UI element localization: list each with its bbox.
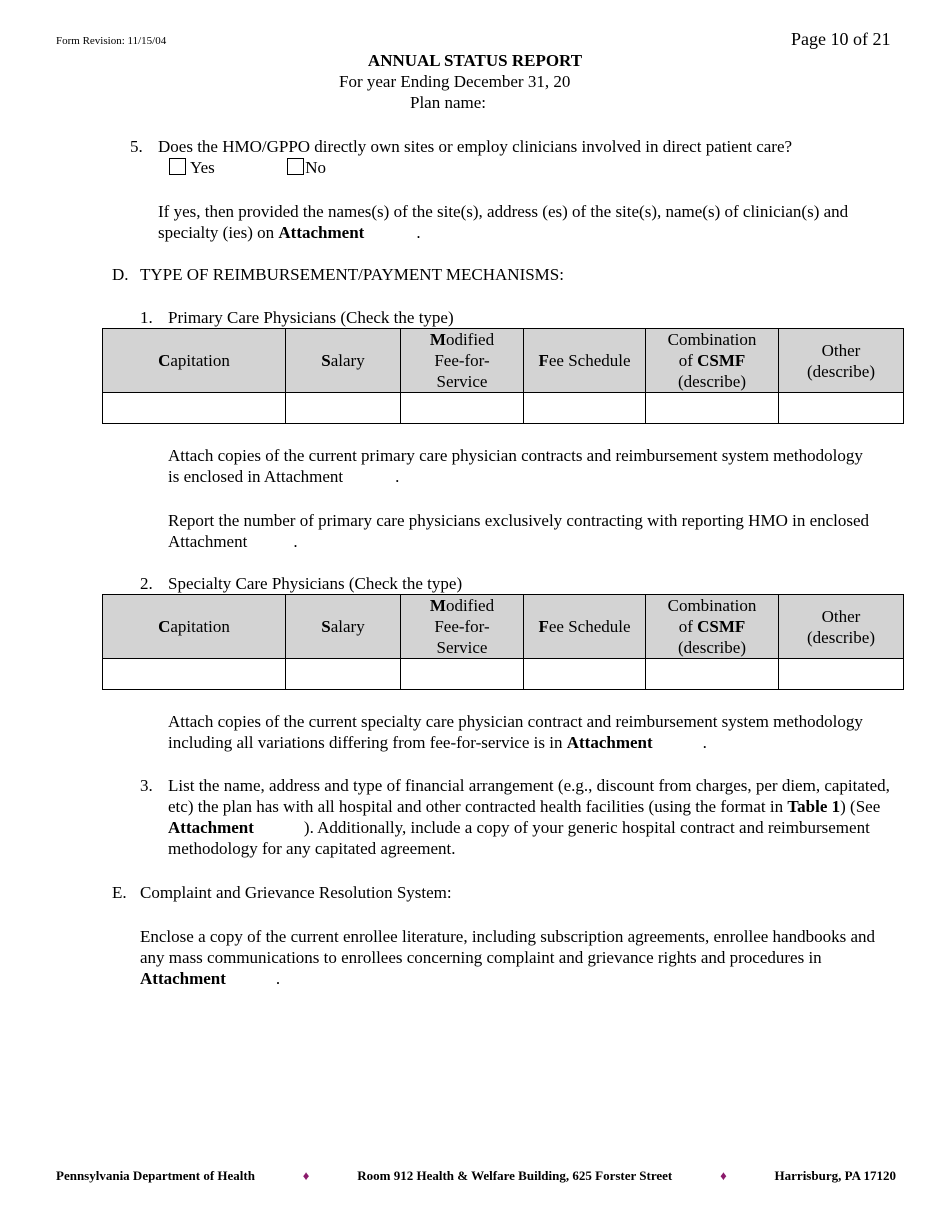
item-1-para-1-text: Attach copies of the current primary care physician contracts and reimbursement system methodology is enclosed in Attachment [168,446,863,486]
cell-combination[interactable] [646,393,779,424]
cell-fee-schedule[interactable] [524,393,646,424]
report-title [0,50,950,71]
page-number: Page 10 of 21 [791,29,891,49]
footer-department: Pennsylvania Department of Health [56,1168,255,1183]
cell-other[interactable] [779,659,904,690]
header-combination: Combination of CSMF (describe) [646,595,779,659]
header-salary: Salary [286,595,401,659]
section-d-heading [112,264,564,285]
table-header-row [103,329,904,393]
cell-combination[interactable] [646,659,779,690]
no-checkbox[interactable] [287,158,304,175]
header-combination: Combination of CSMF (describe) [646,329,779,393]
header-capitation: Capitation [103,329,286,393]
item-1-label: Primary Care Physicians (Check the type) [168,308,454,327]
item-1-para-2 [168,510,883,552]
item-3-text-c: ). Additionally, include a copy of your generic hospital contract and reimbursement methodology for any capitated agreement. [168,818,870,858]
cell-salary[interactable] [286,393,401,424]
footer-address: Room 912 Health & Welfare Building, 625 Forster Street [357,1168,673,1183]
item-1-heading [140,307,454,328]
item-2-para-1-text: Attach copies of the current specialty care physician contract and reimbursement system methodology including all variations differing from fee-for-service is in [168,712,863,752]
header-fee-schedule: Fee Schedule [524,329,646,393]
question-5 [130,136,792,157]
primary-care-payment-table [102,328,904,424]
cell-capitation[interactable] [103,393,286,424]
report-subtitle: For year Ending December 31, 20 [339,72,571,91]
item-3-table-ref: Table 1 [787,797,841,816]
item-1-para-1 [168,445,868,487]
item-3-text-a: List the name, address and type of financial arrangement (e.g., discount from charges, per diem, capitated, etc) the plan has with all hospital and other contracted health facilities (using the format in [168,776,890,816]
item-1-para-2-text: Report the number of primary care physicians exclusively contracting with reporting HMO in enclosed Attachment [168,511,870,551]
yes-label: Yes [190,158,215,177]
cell-salary[interactable] [286,659,401,690]
report-title-text: ANNUAL STATUS REPORT [367,51,583,70]
followup-end: . [416,223,421,242]
header-fee-schedule: Fee Schedule [524,595,646,659]
section-e-para-end: . [275,969,281,988]
item-3-number: 3. [140,776,153,795]
section-e-attachment: Attachment [140,969,226,988]
footer-city: Harrisburg, PA 17120 [774,1168,896,1183]
header-salary: Salary [286,329,401,393]
item-3-attachment: Attachment [168,818,254,837]
section-e-heading [112,882,452,903]
question-5-followup [158,201,898,243]
question-5-options [169,157,326,178]
header-modified-ffs: Modified Fee-for- Service [401,595,524,659]
section-d-title: TYPE OF REIMBURSEMENT/PAYMENT MECHANISMS: [140,265,564,284]
item-1-number: 1. [140,308,153,327]
table-header-row [103,595,904,659]
item-2-para-1-end: . [702,733,707,752]
header-capitation: Capitation [103,595,286,659]
header-other: Other (describe) [779,595,904,659]
item-2-label: Specialty Care Physicians (Check the type) [168,574,463,593]
item-3-text-b: ) (See [840,797,881,816]
section-e-title: Complaint and Grievance Resolution System: [140,883,452,902]
item-3 [140,775,890,859]
cell-other[interactable] [779,393,904,424]
table-input-row [103,659,904,690]
item-2-attachment: Attachment [566,733,653,752]
item-1-para-2-end: . [293,532,298,551]
cell-fee-schedule[interactable] [524,659,646,690]
followup-attachment: Attachment [278,223,365,242]
yes-checkbox[interactable] [169,158,186,175]
section-e-letter: E. [112,883,127,902]
item-2-number: 2. [140,574,153,593]
diamond-icon: ♦ [720,1168,727,1183]
question-5-text: Does the HMO/GPPO directly own sites or employ clinicians involved in direct patient care? [158,137,793,156]
question-5-number: 5. [130,137,143,156]
cell-modified-ffs[interactable] [401,659,524,690]
footer [56,1168,896,1184]
cell-modified-ffs[interactable] [401,393,524,424]
item-2-para-1 [168,711,888,753]
section-d-letter: D. [112,265,129,284]
plan-name-label: Plan name: [410,93,487,112]
header-modified-ffs: Modified Fee-for- Service [401,329,524,393]
item-1-para-1-end: . [395,467,400,486]
diamond-icon: ♦ [302,1168,310,1183]
header-other: Other (describe) [779,329,904,393]
section-e-para-text: Enclose a copy of the current enrollee literature, including subscription agreements, enrollee handbooks and any mass communications to enrollees concerning complaint and grievance rights and procedures in [140,927,875,967]
table-input-row [103,393,904,424]
section-e-para [140,926,880,989]
cell-capitation[interactable] [103,659,286,690]
form-revision: Form Revision: 11/15/04 [56,35,167,47]
no-label: No [305,158,327,177]
item-3-text [168,775,890,859]
specialty-care-payment-table [102,594,904,690]
item-2-heading [140,573,462,594]
followup-text: If yes, then provided the names(s) of the site(s), address (es) of the site(s), name(s) of clinician(s) and specialty (ies) on [158,202,849,242]
